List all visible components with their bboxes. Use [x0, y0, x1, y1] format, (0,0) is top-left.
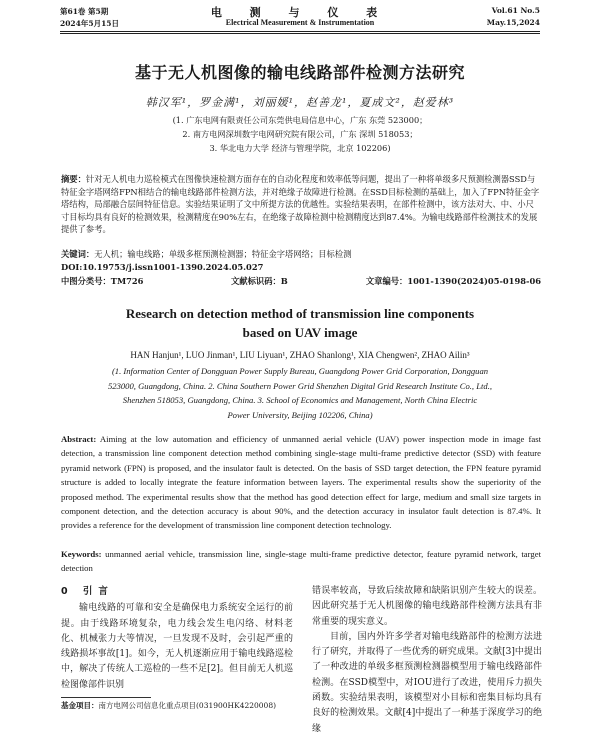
funding-text: 南方电网公司信息化重点项目(031900HK4220008): [98, 701, 277, 710]
journal-name-cn: 电 测 与 仪 表: [210, 6, 390, 19]
volume-issue: 第61卷 第5期: [60, 7, 109, 16]
footnote-rule: [61, 697, 151, 698]
clc-number: 中图分类号：TM726: [61, 276, 144, 286]
funding-label: 基金项目：: [61, 701, 99, 710]
affiliation-cn-3: 3. 华北电力大学 经济与管理学院，北京 102206): [209, 143, 391, 153]
affiliation-en-2: 523000, Guangdong, China. 2. China Southern Power Grid Shenzhen Digital Grid Research Institute Co., Ltd.,: [107, 380, 492, 391]
keywords-cn: [61, 248, 541, 261]
intro-paragraph-1-cont: 错误率较高，导致后续故障和缺陷识别产生较大的误差。因此研究基于无人机图像的输电线路部件检测方法具有非常重要的现实意义。: [312, 586, 542, 627]
abstract-cn-text: 针对无人机电力巡检模式在图像快速检测方面存在的自动化程度和效率低等问题，提出了一种将单级多尺预测检测器SSD与特征金字塔网络FPN相结合的输电线路部件检测方法，并对绝缘子故障进行检测。在SSD目标检测的基础上，加入了FPN特征金字塔结构，局部融合层间特征信息。实验结果证明了文中所提方法的优越性。实验结果表明，在部件检测中，该方法对大、中、小尺寸目标均具有良好的检测效果，检测精度在90%左右，在绝缘子故障检测中检测精度达到87.4%。为输电线路部件检测技术的发展提供了参考。: [61, 174, 540, 235]
article-number: 文章编号：1001-1390(2024)05-0198-06: [365, 276, 541, 286]
keywords-en: [61, 547, 541, 576]
intro-paragraph-1: 输电线路的可靠和安全是确保电力系统安全运行的前提。由于线路环境复杂，电力线会发生电闪络、材料老化、机械张力大等情况，一旦发现不及时，会引起严重的线路损坏事故[1]。如今，无人机逐渐应用于输电线路巡检中，解决了传统人工巡检的一些不足[2]。但目前无人机巡检图像部件识别: [61, 603, 293, 690]
keywords-en-label: Keywords:: [61, 549, 102, 559]
affiliation-en-1: (1. Information Center of Dongguan Power Supply Bureau, Guangdong Power Grid Corporation, Dongguan: [111, 366, 489, 376]
affiliation-en-3: Shenzhen 518053, Guangdong, China. 3. School of Economics and Management, North China Electric: [122, 395, 478, 405]
journal-name-en: Electrical Measurement & Instrumentation: [225, 18, 375, 27]
affiliation-cn-1: (1. 广东电网有限责任公司东莞供电局信息中心，广东 东莞 523000；: [172, 115, 428, 125]
document-code: 文献标识码：B: [231, 276, 288, 286]
volume-issue-en: Vol.61 No.5: [491, 6, 540, 15]
affiliation-cn-2: 2. 南方电网深圳数字电网研究院有限公司，广东 深圳 518053；: [182, 129, 418, 139]
keywords-cn-label: 关键词：: [61, 249, 95, 259]
abstract-cn-label: 摘要：: [61, 174, 86, 184]
body-left-column: [61, 584, 293, 693]
affiliations-en: [80, 364, 520, 422]
abstract-en-label: Abstract:: [61, 434, 97, 444]
paper-title-en-line-2: based on UAV image: [242, 325, 358, 340]
keywords-cn-text: 无人机；输电线路；单级多框预测检测器；特征金字塔网络；目标检测: [94, 249, 352, 259]
header-rule-2: [60, 33, 540, 34]
authors-en: HAN Hanjun¹, LUO Jinman¹, LIU Liyuan¹, ZHAO Shanlong¹, XIA Chengwen², ZHAO Ailin³: [130, 350, 470, 360]
doi: DOI:10.19753/j.issn1001-1390.2024.05.027: [61, 262, 264, 272]
body-right-column: [312, 584, 542, 734]
publish-date-cn: 2024年5月15日: [60, 19, 120, 28]
abstract-en-text: Aiming at the low automation and efficiency of unmanned aerial vehicle (UAV) power inspection mode in image fast detection, a transmission line component detection method combining single-stage multi-frame predictive detector (SSD) with feature pyramid network (FPN) is proposed, and the insulator fault is detected. On the basis of SSD target detection, the FPN feature pyramid structure is added to locally integrate the feature information between layers. The experimental results show the superiority of the proposed method. The experimental results show that the method has good detection effect for large, medium and small size targets in component detection, and the detection accuracy is about 90%, and the detection accuracy in insulator fault detection is 87.4%. It provides a reference for the development of transmission line component detection technology.: [61, 434, 541, 531]
header-rule: [60, 31, 540, 32]
abstract-en: [61, 432, 541, 533]
affiliation-en-4: Power University, Beijing 102206, China): [227, 409, 373, 420]
intro-paragraph-2: 目前，国内外许多学者对输电线路部件的检测方法进行了研究，并取得了一些优秀的研究成果。文献[3]中提出了一种改进的单级多框预测检测器模型用于输电线路部件检测。在SSD模型中，对IOU进行了改进，使用斥力损失函数。实验结果表明，该模型对小目标和密集目标均具有良好的检测效果。文献[4]中提出了一种基于深度学习的绝缘: [312, 631, 542, 734]
funding-footnote: [61, 700, 293, 711]
keywords-en-text: unmanned aerial vehicle, transmission line, single-stage multi-frame predictive detector, feature pyramid network, target detection: [61, 549, 541, 574]
paper-title-en-line-1: Research on detection method of transmission line components: [125, 306, 475, 321]
paper-title-cn: 基于无人机图像的输电线路部件检测方法研究: [134, 63, 465, 82]
authors-cn: 韩汉军¹，罗金满¹，刘丽媛¹，赵善龙¹，夏成文²，赵爱林³: [145, 96, 455, 109]
section-heading-intro: 0 引言: [61, 586, 114, 597]
abstract-cn: [61, 173, 541, 236]
publish-date-en: May.15,2024: [486, 18, 540, 27]
